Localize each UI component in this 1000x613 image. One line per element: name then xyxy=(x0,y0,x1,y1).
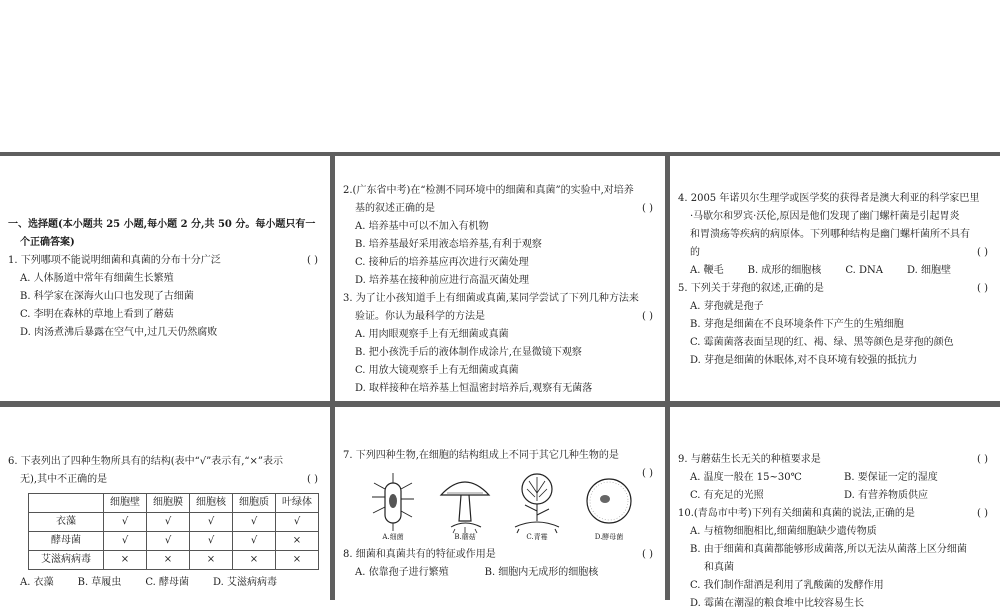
option: A. 用肉眼观察手上有无细菌或真菌 xyxy=(355,329,509,340)
option: C. 霉菌菌落表面呈现的红、褐、绿、黑等颜色是芽孢的颜色 xyxy=(690,337,954,348)
option: B. 科学家在深海火山口也发现了古细菌 xyxy=(20,291,194,302)
question-stem: 5. 下列关于芽孢的叙述,正确的是 xyxy=(678,283,824,294)
question-4-stem: 4. 2005 年诺贝尔生理学或医学奖的获得者是澳大利亚的科学家巴里 xyxy=(678,193,980,204)
table-cell: × xyxy=(276,551,319,570)
answer-paren: ( ) xyxy=(307,255,318,266)
option: B. 把小孩洗手后的液体制作成涂片,在显微镜下观察 xyxy=(355,347,582,358)
table-cell: × xyxy=(233,551,276,570)
option: C. 接种后的培养基应再次进行灭菌处理 xyxy=(355,257,529,268)
option: A. 人体肠道中常年有细菌生长繁殖 xyxy=(20,273,174,284)
option: C. 我们制作甜酒是利用了乳酸菌的发酵作用 xyxy=(690,580,884,591)
table-row xyxy=(29,532,319,551)
table-cell: √ xyxy=(104,513,147,532)
question-3 xyxy=(343,308,661,326)
answer-paren: ( ) xyxy=(642,311,653,322)
mushroom-icon xyxy=(437,471,493,533)
figure-caption: C.青霉 xyxy=(526,533,548,541)
option-row xyxy=(8,574,326,592)
answer-paren: ( ) xyxy=(642,549,653,560)
option: A. 芽孢就是孢子 xyxy=(690,301,764,312)
table-cell: 艾滋病病毒 xyxy=(29,551,104,570)
option: D. 细胞壁 xyxy=(906,265,951,276)
option: A. 温度一般在 15~30℃ xyxy=(690,472,802,483)
option: A. 衣藻 xyxy=(20,577,54,588)
table-cell: × xyxy=(276,532,319,551)
option: A. 与植物细胞相比,细菌细胞缺少遗传物质 xyxy=(690,526,877,537)
table-header xyxy=(29,494,104,513)
option: B. 培养基最好采用液态培养基,有利于观察 xyxy=(355,239,542,250)
table-cell: √ xyxy=(147,532,190,551)
section-title: 一、选择题(本小题共 25 小题,每小题 2 分,共 50 分。每小题只有一 xyxy=(8,219,316,230)
table-cell: × xyxy=(104,551,147,570)
yeast-icon xyxy=(581,471,637,533)
table-header: 叶绿体 xyxy=(276,494,319,513)
option: C. 酵母菌 xyxy=(145,577,189,588)
option: D. 肉汤煮沸后暴露在空气中,过几天仍然腐败 xyxy=(20,327,218,338)
question-stem: 基的叙述正确的是 xyxy=(355,203,435,214)
table-cell: × xyxy=(190,551,233,570)
figure-caption: B.蘑菇 xyxy=(454,533,476,541)
option-row xyxy=(678,262,996,280)
organism-pictures xyxy=(357,471,661,542)
question-3-stem: 3. 为了让小孩知道手上有细菌或真菌,某同学尝试了下列几种方法来 xyxy=(343,293,639,304)
question-1 xyxy=(8,252,326,270)
figure-caption: A.细菌 xyxy=(382,533,404,541)
option: C. DNA xyxy=(845,265,883,276)
table-cell: √ xyxy=(276,513,319,532)
answer-paren: ( ) xyxy=(307,474,318,485)
table-cell: √ xyxy=(104,532,147,551)
question-stem: 10.(青岛市中考)下列有关细菌和真菌的说法,正确的是 xyxy=(678,508,915,519)
question-4 xyxy=(678,244,996,262)
table-header: 细胞核 xyxy=(190,494,233,513)
table-cell: √ xyxy=(147,513,190,532)
table-row xyxy=(29,513,319,532)
option: B. 芽孢是细菌在不良环境条件下产生的生殖细胞 xyxy=(690,319,904,330)
question-2 xyxy=(343,200,661,218)
table-header: 细胞质 xyxy=(233,494,276,513)
question-6-stem: 6. 下表列出了四种生物所具有的结构(表中“√”表示有,“×”表示 xyxy=(8,456,283,467)
question-4-stem: ·马歇尔和罗宾·沃伦,原因是他们发现了幽门螺杆菌是引起胃炎 xyxy=(690,211,960,222)
question-4-stem: 和胃溃疡等疾病的病原体。下列哪种结构是幽门螺杆菌所不具有 xyxy=(690,229,970,240)
table-cell: √ xyxy=(190,513,233,532)
question-2-stem: 2.(广东省中考)在“检测不同环境中的细菌和真菌”的实验中,对培养 xyxy=(343,185,634,196)
option: B. 要保证一定的湿度 xyxy=(844,472,938,483)
question-stem: 8. 细菌和真菌共有的特征或作用是 xyxy=(343,549,496,560)
table-header: 细胞膜 xyxy=(147,494,190,513)
page-panel-1 xyxy=(0,156,330,401)
page-panel-6 xyxy=(670,407,1000,609)
question-stem: 的 xyxy=(690,247,700,258)
question-9 xyxy=(678,451,996,469)
table-cell: √ xyxy=(190,532,233,551)
table-cell: 酵母菌 xyxy=(29,532,104,551)
answer-paren: ( ) xyxy=(642,468,653,479)
option-row xyxy=(678,469,996,487)
table-header: 细胞壁 xyxy=(104,494,147,513)
question-stem: 9. 与蘑菇生长无关的种植要求是 xyxy=(678,454,821,465)
option-row xyxy=(678,487,996,505)
section-title-cont: 个正确答案) xyxy=(20,237,75,248)
question-stem: 无),其中不正确的是 xyxy=(20,474,108,485)
option-row xyxy=(343,564,661,582)
question-5 xyxy=(678,280,996,298)
option: C. 有充足的光照 xyxy=(690,490,764,501)
question-10 xyxy=(678,505,996,523)
option: B. 草履虫 xyxy=(77,577,122,588)
table-header-row xyxy=(29,494,319,513)
table-cell: √ xyxy=(233,532,276,551)
question-stem: 验证。你认为最科学的方法是 xyxy=(355,311,485,322)
page-panel-5 xyxy=(335,407,665,600)
option: D. 培养基在接种前应进行高温灭菌处理 xyxy=(355,275,530,286)
question-7-stem: 7. 下列四种生物,在细胞的结构组成上不同于其它几种生物的是 xyxy=(343,450,619,461)
yeast-figure xyxy=(573,471,645,542)
option: D. 芽孢是细菌的休眠体,对不良环境有较强的抵抗力 xyxy=(690,355,918,366)
option: D. 取样接种在培养基上恒温密封培养后,观察有无菌落 xyxy=(355,383,593,394)
question-8 xyxy=(343,546,661,564)
top-blank-area xyxy=(0,0,1000,152)
answer-paren: ( ) xyxy=(977,454,988,465)
option: C. 用放大镜观察手上有无细菌或真菌 xyxy=(355,365,519,376)
option: B. 由于细菌和真菌都能够形成菌落,所以无法从菌落上区分细菌 xyxy=(690,544,967,555)
option: A. 依靠孢子进行繁殖 xyxy=(355,567,449,578)
answer-paren: ( ) xyxy=(977,247,988,258)
question-6 xyxy=(8,471,326,489)
option: D. 有营养物质供应 xyxy=(844,490,929,501)
structure-table xyxy=(28,493,319,570)
answer-paren: ( ) xyxy=(977,508,988,519)
penicillium-icon xyxy=(509,471,565,533)
option: A. 鞭毛 xyxy=(690,265,724,276)
page-panel-3 xyxy=(670,156,1000,401)
option: B. 细胞内无成形的细胞核 xyxy=(484,567,599,578)
question-stem: 1. 下列哪项不能说明细菌和真菌的分布十分广泛 xyxy=(8,255,221,266)
option: C. 李明在森林的草地上看到了蘑菇 xyxy=(20,309,174,320)
figure-caption: D.酵母菌 xyxy=(594,533,624,541)
option: B. 成形的细胞核 xyxy=(747,265,822,276)
option: A. 培养基中可以不加入有机物 xyxy=(355,221,489,232)
mushroom-figure xyxy=(429,471,501,542)
answer-paren: ( ) xyxy=(642,203,653,214)
bacterium-icon xyxy=(368,471,418,533)
table-row xyxy=(29,551,319,570)
penicillium-figure xyxy=(501,471,573,542)
table-cell: 衣藻 xyxy=(29,513,104,532)
bacterium-figure xyxy=(357,471,429,542)
table-cell: √ xyxy=(233,513,276,532)
option: D. 艾滋病病毒 xyxy=(212,577,277,588)
option-cont: 和真菌 xyxy=(704,562,734,573)
page-panel-2 xyxy=(335,156,665,401)
option: D. 霉菌在潮湿的粮食堆中比较容易生长 xyxy=(690,598,865,609)
page-panel-4 xyxy=(0,407,330,600)
answer-paren: ( ) xyxy=(977,283,988,294)
table-cell: × xyxy=(147,551,190,570)
